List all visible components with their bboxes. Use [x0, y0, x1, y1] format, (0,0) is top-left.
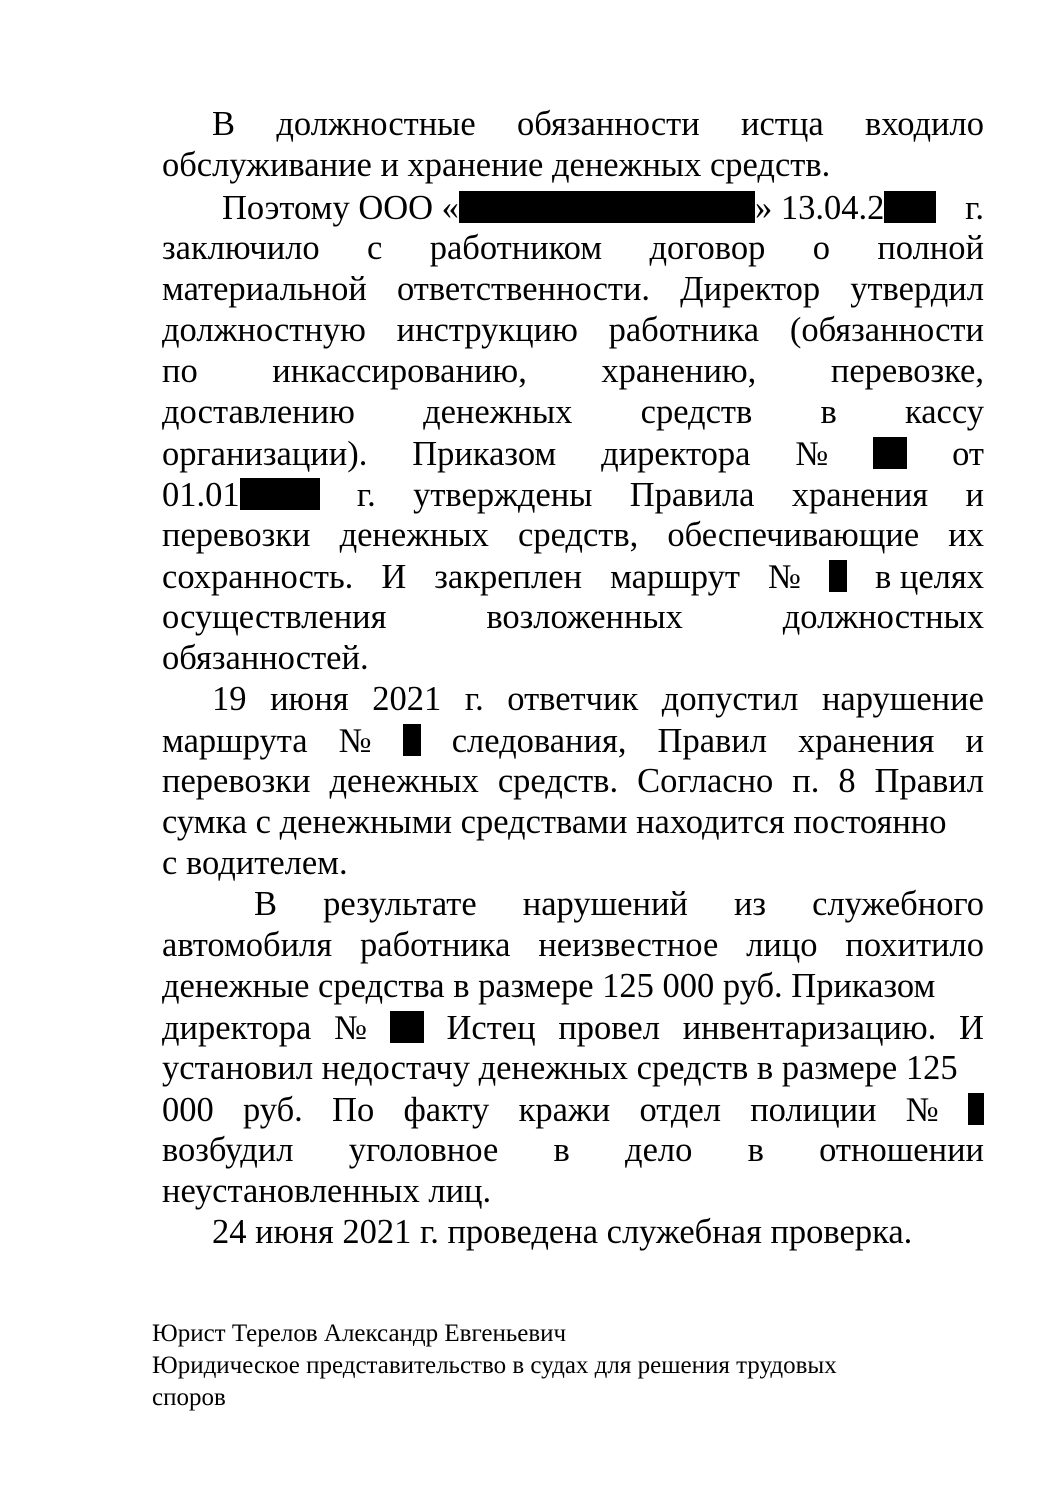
body-line [222, 187, 984, 228]
word: маршрут [610, 558, 740, 596]
word: № [795, 435, 829, 473]
word: денежных [423, 393, 573, 431]
body-line [162, 474, 984, 515]
word: средств. [497, 762, 619, 800]
word: И [381, 558, 407, 596]
text-line: неустановленных лиц. [162, 1172, 492, 1210]
word: п. [792, 762, 820, 800]
word: работником [429, 229, 603, 267]
word: допустил [661, 680, 799, 718]
word: Истец [446, 1009, 536, 1047]
word: г. [356, 476, 376, 514]
word: в целях [874, 558, 984, 596]
word: отдел [639, 1091, 721, 1129]
word: Приказом [412, 435, 557, 473]
body-line [212, 679, 984, 720]
body-line [162, 515, 984, 556]
redaction-block [884, 191, 936, 223]
body-line [162, 228, 984, 269]
word: руб. [243, 1091, 303, 1129]
word: денежных [329, 762, 479, 800]
word: хранению, [601, 352, 757, 390]
word: работника [360, 926, 511, 964]
word: перевозки [162, 516, 311, 554]
word: о [812, 229, 830, 267]
word: организации). [162, 435, 368, 473]
body-line [162, 925, 984, 966]
word: Правил [874, 762, 984, 800]
word: утверждены [413, 476, 593, 514]
word: возложенных [486, 598, 683, 636]
word: Директор [680, 270, 821, 308]
word: инкассированию, [272, 352, 527, 390]
word: № [338, 722, 372, 760]
word: По [332, 1091, 375, 1129]
redaction-block [968, 1093, 984, 1125]
word: полной [877, 229, 984, 267]
word: с [367, 229, 383, 267]
word: осуществления [162, 598, 387, 636]
text-fragment: » 13.04.2 [754, 189, 885, 227]
word: по [162, 352, 198, 390]
word: нарушение [821, 680, 984, 718]
word: маршрута [162, 722, 308, 760]
word: следования, [451, 722, 627, 760]
body-line [162, 145, 984, 186]
body-line [162, 433, 984, 474]
word: перевозки [162, 762, 311, 800]
text-line: 24 июня 2021 г. проведена служебная проверка. [212, 1213, 913, 1251]
body-line [162, 597, 984, 638]
word: Правила [629, 476, 755, 514]
redaction-block [873, 437, 907, 469]
word: нарушений [522, 885, 688, 923]
word: доставлению [162, 393, 355, 431]
body-line [162, 720, 984, 761]
word: их [948, 516, 984, 554]
word: ответчик [507, 680, 639, 718]
body-line [212, 1212, 984, 1253]
word: полиции [750, 1091, 877, 1129]
word: (обязанности [789, 311, 984, 349]
word: № [905, 1091, 939, 1129]
word: средств [640, 393, 753, 431]
org-name-group [222, 187, 936, 229]
word: истца [741, 105, 824, 143]
word: 000 [162, 1091, 214, 1129]
body-line [162, 1171, 984, 1212]
body-line [162, 351, 984, 392]
word: работника [608, 311, 760, 349]
body-line [162, 638, 984, 679]
word: похитило [845, 926, 984, 964]
word: утвердил [850, 270, 984, 308]
word: Правил [657, 722, 767, 760]
redaction-block [240, 478, 320, 510]
author-name: Юрист Терелов Александр Евгеньевич [152, 1320, 567, 1347]
word: провел [558, 1009, 660, 1047]
body-line [162, 1048, 984, 1089]
body-line [162, 1089, 984, 1130]
body-line [162, 802, 984, 843]
word: денежных [339, 516, 489, 554]
body-line [162, 966, 984, 1007]
word: дело [625, 1131, 693, 1169]
body-line [162, 269, 984, 310]
word: средств, [518, 516, 639, 554]
word: г. [965, 189, 984, 227]
word: № [767, 558, 801, 596]
service-description: Юридическое представительство в судах для решения трудовых [152, 1352, 837, 1379]
word: ответственности. [396, 270, 651, 308]
text-fragment: 01.01 [162, 476, 240, 514]
word: кассу [905, 393, 984, 431]
word: закреплен [434, 558, 583, 596]
word: служебного [812, 885, 984, 923]
word: факту [403, 1091, 490, 1129]
word: заключило [162, 229, 320, 267]
text-fragment: Поэтому ООО « [222, 189, 459, 227]
word: в [747, 1131, 764, 1169]
word: в [553, 1131, 570, 1169]
word: перевозке, [830, 352, 984, 390]
redaction-block [403, 724, 421, 756]
word: входило [865, 105, 984, 143]
text-line: денежные средства в размере 125 000 руб. Приказом [162, 967, 936, 1005]
text-line: обслуживание и хранение денежных средств. [162, 146, 831, 184]
word: директора [162, 1009, 312, 1047]
redaction-block [459, 191, 755, 223]
word: и [965, 476, 984, 514]
word: хранения [798, 722, 935, 760]
text-line: установил недостачу денежных средств в размере 125 [162, 1049, 958, 1087]
word: 19 [212, 680, 247, 718]
text-line: обязанностей. [162, 639, 369, 677]
date-group [162, 474, 320, 516]
word: В [254, 885, 278, 923]
word: № [334, 1009, 367, 1047]
word: июня [270, 680, 349, 718]
word: В [212, 105, 236, 143]
word: материальной [162, 270, 367, 308]
text-line: сумка с денежными средствами находится постоянно [162, 803, 947, 841]
word: должностные [276, 105, 476, 143]
word: И [959, 1009, 984, 1047]
word: обязанности [517, 105, 700, 143]
body-line [162, 1130, 984, 1171]
word: возбудил [162, 1131, 294, 1169]
word: в [820, 393, 837, 431]
word: автомобиля [162, 926, 333, 964]
word: инструкцию [396, 311, 578, 349]
word: 2021 [372, 680, 442, 718]
body-line [162, 1007, 984, 1048]
body-line [162, 556, 984, 597]
word: обеспечивающие [667, 516, 920, 554]
word: кражи [518, 1091, 611, 1129]
word: отношении [819, 1131, 984, 1169]
body-line [212, 104, 984, 145]
word: хранения [791, 476, 929, 514]
body-line [162, 761, 984, 802]
service-description-cont: споров [152, 1384, 226, 1411]
word: должностных [782, 598, 984, 636]
word: уголовное [348, 1131, 499, 1169]
word: Согласно [637, 762, 774, 800]
redaction-block [829, 560, 847, 592]
body-line [162, 310, 984, 351]
word: договор [649, 229, 766, 267]
body-line [162, 843, 984, 884]
word: и [965, 722, 984, 760]
word: от [952, 435, 984, 473]
redaction-block [390, 1011, 424, 1043]
word: 8 [838, 762, 856, 800]
word: инвентаризацию. [682, 1009, 937, 1047]
word: из [733, 885, 767, 923]
word: должностную [162, 311, 366, 349]
word: лицо [746, 926, 818, 964]
word: г. [464, 680, 484, 718]
body-line [254, 884, 984, 925]
text-line: с водителем. [162, 844, 348, 882]
word: директора [601, 435, 751, 473]
body-line [162, 392, 984, 433]
word: неизвестное [538, 926, 719, 964]
word: сохранность. [162, 558, 354, 596]
word: результате [323, 885, 477, 923]
